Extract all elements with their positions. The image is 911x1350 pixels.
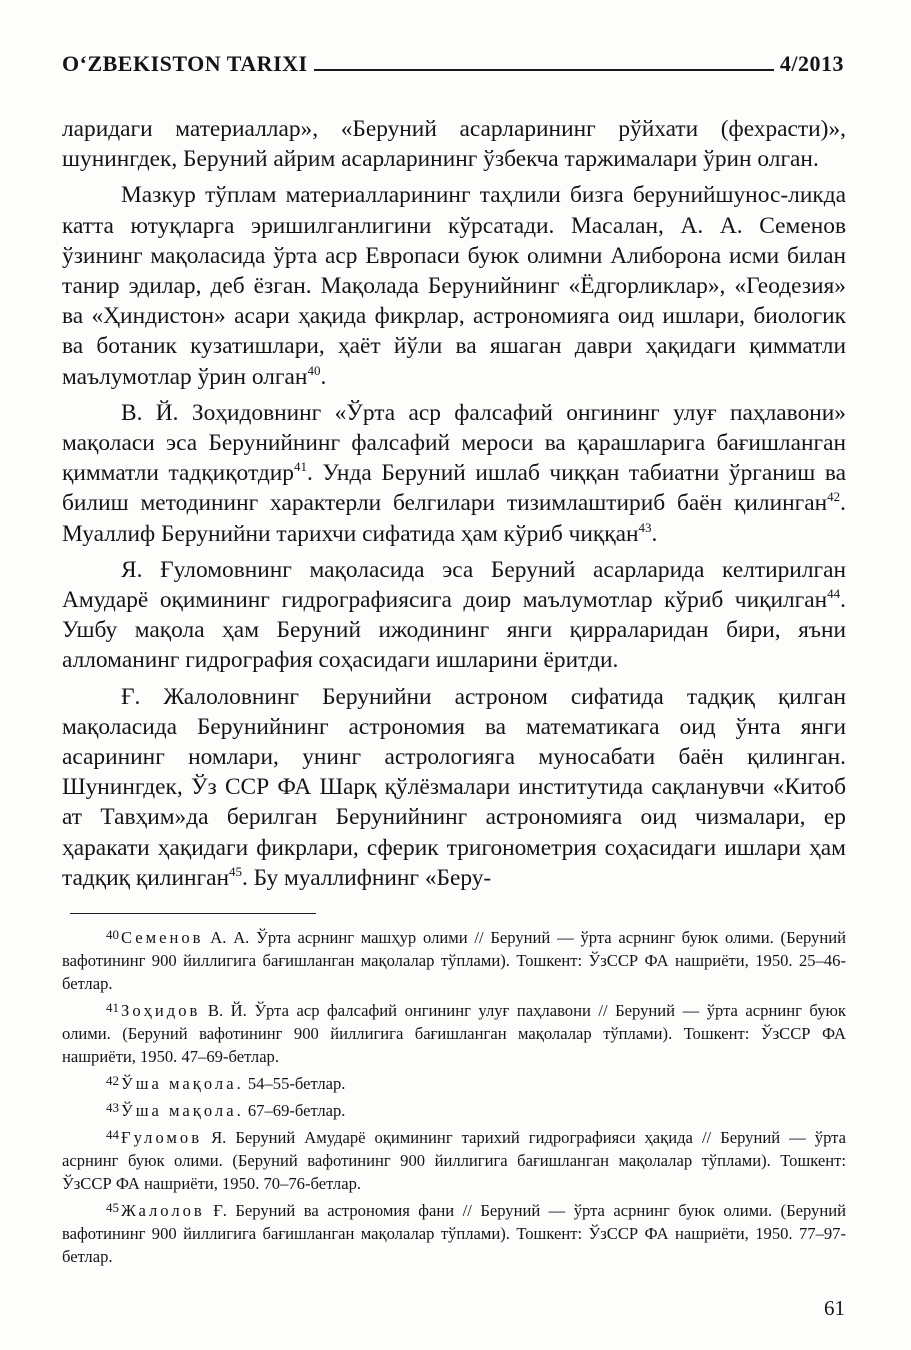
paragraph-text: . Ушбу мақола ҳам Беруний ижодининг янги қирраларидан бири, яъни алломанинг гидрография соҳасидаги ишларини ёритди. [62,587,846,674]
running-head [62,46,844,76]
footnote-author: Ғуломов [121,1128,203,1147]
paragraph-text: Я. Ғуломовнинг мақоласида эса Беруний асарларида келтирилган Амударё оқимининг гидрографиясига доир маълумотлар кўриб чиқилган [62,556,846,614]
footnote [62,1126,846,1195]
footnote-number: 43 [106,1100,119,1115]
footnote-author: Ўша мақола. [121,1101,244,1120]
footnote-number: 40 [106,927,119,942]
paragraph-text: . Муаллиф Берунийни тарихчи сифатида ҳам кўриб чиққан [62,490,846,547]
footnote-author: Ўша мақола. [121,1074,244,1093]
footnote [62,1199,846,1268]
footnote-text: 67–69-бетлар. [243,1101,346,1120]
header-rule [314,69,774,71]
paragraph-text: . Бу муаллифнинг «Беру- [241,864,492,891]
footnote-text: В. Й. Ўрта аср фалсафий онгининг улуғ паҳлавони // Беруний — ўрта асрнинг буюк олими. (Беруний вафотининг 900 йиллигига бағишланган мақолалар тўплами). Тошкент: ЎзССР ФА нашриёти, 1950. 47–69-бетлар. [62,1001,846,1066]
footnote-number: 42 [106,1073,119,1088]
paragraph-text: . Унда Беруний ишлаб чиққан табиатни ўрганиш ва билиш методининг характерли белгилари тизимлаштириб баён қилинган [62,460,846,517]
footnote-number: 45 [106,1200,119,1215]
paragraph [62,398,846,549]
footnote-text: Я. Беруний Амударё оқимининг тарихий гидрографияси ҳақида // Беруний — ўрта асрнинг буюк олими. (Беруний вафотининг 900 йиллигига бағишланган мақолалар тўплами). Тошкент: ЎзССР ФА нашриёти, 1950. 70–76-бетлар. [62,1128,846,1193]
footnote [62,1099,846,1122]
footnote [62,926,846,995]
paragraph [62,114,846,174]
footnote-ref[interactable]: 45 [228,863,242,879]
footnote-ref[interactable]: 43 [638,519,652,535]
journal-title: O‘ZBEKISTON TARIXI [62,51,308,76]
footnote-text: 54–55-бетлар. [243,1074,346,1093]
paragraph-text: ларидаги материаллар», «Беруний асарларининг рўйхати (фехрасти)», шунингдек, Беруний айрим асарларининг ўзбекча таржималари ўрин олган. [62,116,846,173]
paragraph [62,682,846,893]
page-number: 61 [824,1296,845,1320]
footnote [62,999,846,1068]
issue-number: 4/2013 [779,51,844,76]
footnote [62,1072,846,1095]
footnote-text: А. А. Ўрта асрнинг машҳур олими // Беруний — ўрта асрнинг буюк олими. (Беруний вафотининг 900 йиллигига бағишланган мақолалар тўплами). Тошкент: ЎзССР ФА нашриёти, 1950. 25–46-бетлар. [62,928,846,993]
paragraph-text: . [320,363,327,390]
footnote-ref[interactable]: 44 [827,586,841,602]
footnote-text: Ғ. Беруний ва астрономия фани // Беруний — ўрта асрнинг буюк олими. (Беруний вафотининг 900 йиллигига бағишланган мақолалар тўплами). Тошкент: ЎзССР ФА нашриёти, 1950. 77–97-бетлар. [62,1201,846,1266]
footnote-author: Зоҳидов [121,1001,201,1020]
paragraph [62,555,846,676]
footnote-ref[interactable]: 40 [307,362,321,378]
footnote-ref[interactable]: 41 [293,459,307,475]
footnote-number: 44 [106,1127,119,1142]
paragraph-text: Ғ. Жалоловнинг Берунийни астроном сифатида тадқиқ қилган мақоласида Берунийнинг астрономия ва математикага оид ўнта янги асарининг номлари, унинг астрологияга муносабати баён қилинган. Шунингдек, Ўз ССР ФА Шарқ қўлёзмалари институтида сақланувчи «Китоб ат Тавҳим»да берилган Берунийнинг астрономияга оид чизмалари, ер ҳаракати ҳақидаги фикрлари, сферик тригонометрия соҳасидаги ишлари ҳам тадқиқ қилинган [62,683,846,891]
article-body [62,114,846,899]
paragraph-text: . [651,520,658,547]
paragraph-text: Мазкур тўплам материалларининг таҳлили бизга берунийшунос-ликда катта ютуқларга эришилганлигини кўрсатади. Масалан, А. А. Семенов ўзининг мақоласида ўрта аср Европаси буюк олимни Алиборона исми билан танир эдилар, деб ёзган. Мақолада Берунийнинг «Ёдгорликлар», «Геодезия» ва «Ҳиндистон» асари ҳақида фикрлар, астрономияга оид ишлари, биологик ва ботаник кузатишлари, ҳаёт йўли ва яшаган даври ҳақидаги қимматли маълумотлар ўрин олган [62,182,846,390]
footnote-author: Семенов [121,928,204,947]
footnote-separator [70,913,316,914]
paragraph [62,180,846,391]
footnote-author: Жалолов [121,1201,205,1220]
footnote-ref[interactable]: 42 [827,489,841,505]
paragraph-text: В. Й. Зоҳидовнинг «Ўрта аср фалсафий онгининг улуғ паҳлавони» мақоласи эса Берунийнинг фалсафий мероси ва қарашларига бағишланган қимматли тадқиқотдир [62,399,846,487]
footnotes [62,926,846,1272]
footnote-number: 41 [106,1000,119,1015]
